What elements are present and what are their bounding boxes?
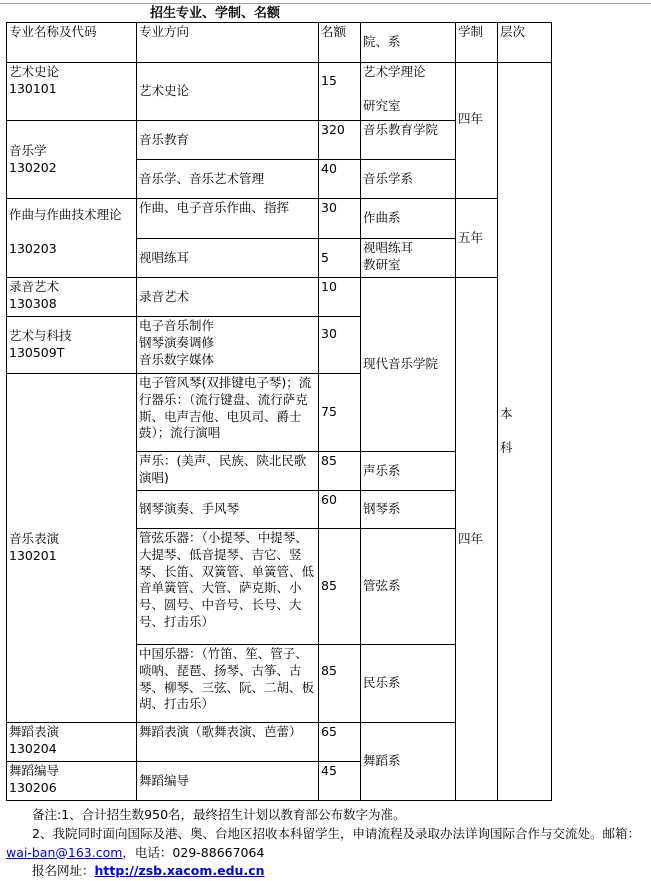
dept-cell: 作曲系 xyxy=(361,199,456,239)
direction-cell: 音乐教育 xyxy=(137,121,319,160)
direction-cell: 电子音乐制作 钢琴演奏调修 音乐数字媒体 xyxy=(137,317,319,374)
table-row xyxy=(7,63,552,121)
direction-cell: 舞蹈表演（歌舞表演、芭蕾） xyxy=(137,723,319,762)
quota-cell: 30 xyxy=(319,199,361,239)
note-website xyxy=(0,862,651,881)
level-cell: 本 科 xyxy=(498,63,552,801)
dept-cell: 音乐学系 xyxy=(361,160,456,199)
email-link[interactable]: wai-ban@163.com xyxy=(6,844,123,860)
dept-cell: 钢琴系 xyxy=(361,491,456,529)
duration-cell: 四年 xyxy=(456,63,498,199)
duration-cell: 四年 xyxy=(456,278,498,801)
quota-cell: 85 xyxy=(319,452,361,491)
quota-cell: 65 xyxy=(319,723,361,762)
header-level: 层次 xyxy=(498,23,552,63)
dept-cell: 视唱练耳 教研室 xyxy=(361,239,456,278)
quota-cell: 45 xyxy=(319,762,361,801)
quota-cell: 15 xyxy=(319,63,361,121)
quota-cell: 10 xyxy=(319,278,361,317)
direction-cell: 视唱练耳 xyxy=(137,239,319,278)
quota-cell: 75 xyxy=(319,374,361,452)
direction-cell: 电子管风琴(双排键电子琴)；流行器乐：（流行键盘、流行萨克斯、电声吉他、电贝司、爵士鼓）；流行演唱 xyxy=(137,374,319,452)
header-quota: 名额 xyxy=(319,23,361,63)
major-cell: 舞蹈编导 130206 xyxy=(7,762,137,801)
major-cell: 艺术史论 130101 xyxy=(7,63,137,121)
direction-cell: 钢琴演奏、手风琴 xyxy=(137,491,319,529)
note-total: 备注:1、合计招生数950名，最终招生计划以教育部公布数字为准。 xyxy=(32,807,406,822)
duration-cell: 五年 xyxy=(456,199,498,278)
site-label: 报名网址： xyxy=(32,863,95,879)
direction-cell: 作曲、电子音乐作曲、指挥 xyxy=(137,199,319,239)
dept-cell: 舞蹈系 xyxy=(361,723,456,801)
quota-cell: 85 xyxy=(319,529,361,645)
note-international: 2、我院同时面向国际及港、奥、台地区招收本科留学生，申请流程及录取办法详询国际合作与交流处。邮箱： xyxy=(32,825,640,841)
table-row xyxy=(7,278,552,317)
major-cell: 录音艺术 130308 xyxy=(7,278,137,317)
major-cell: 作曲与作曲技术理论 130203 xyxy=(7,199,137,278)
direction-cell: 中国乐器：（竹笛、笙、管子、唢呐、琵琶、扬琴、古筝、古琴、柳琴、三弦、阮、二胡、板胡、打击乐） xyxy=(137,645,319,723)
registration-url-link[interactable]: http://zsb.xacom.edu.cn xyxy=(94,863,265,879)
major-cell: 舞蹈表演 130204 xyxy=(7,723,137,762)
quota-cell: 30 xyxy=(319,317,361,374)
header-major: 专业名称及代码 xyxy=(7,23,137,63)
header-direction: 专业方向 xyxy=(137,23,319,63)
notes-section xyxy=(0,806,651,881)
major-cell: 音乐学 130202 xyxy=(7,121,137,199)
direction-cell: 舞蹈编导 xyxy=(137,762,319,801)
page-title: 招生专业、学制、名额 xyxy=(150,6,281,21)
quota-cell: 60 xyxy=(319,491,361,529)
direction-cell: 声乐：(美声、民族、陕北民歌演唱) xyxy=(137,452,319,491)
top-divider xyxy=(0,3,651,4)
header-duration: 学制 xyxy=(456,23,498,63)
note-contact xyxy=(0,844,651,863)
direction-cell: 管弦乐器：（小提琴、中提琴、大提琴、低音提琴、吉它、竖琴、长笛、双簧管、单簧管、低音单簧管、大管、萨克斯、小号、圆号、中音号、长号、大号、打击乐） xyxy=(137,529,319,645)
quota-cell: 85 xyxy=(319,645,361,723)
table-row xyxy=(7,199,552,239)
dept-cell: 艺术学理论 研究室 xyxy=(361,63,456,121)
major-cell: 艺术与科技 130509T xyxy=(7,317,137,374)
admissions-table xyxy=(6,22,552,801)
phone-text: ，电话：029-88667064 xyxy=(122,844,265,860)
major-cell: 音乐表演 130201 xyxy=(7,374,137,723)
quota-cell: 40 xyxy=(319,160,361,199)
dept-cell: 声乐系 xyxy=(361,452,456,491)
table-header-row xyxy=(7,23,552,63)
direction-cell: 录音艺术 xyxy=(137,278,319,317)
dept-cell: 现代音乐学院 xyxy=(361,278,456,452)
dept-cell: 音乐教育学院 xyxy=(361,121,456,160)
direction-cell: 音乐学、音乐艺术管理 xyxy=(137,160,319,199)
quota-cell: 5 xyxy=(319,239,361,278)
direction-cell: 艺术史论 xyxy=(137,63,319,121)
dept-cell: 管弦系 xyxy=(361,529,456,645)
dept-cell: 民乐系 xyxy=(361,645,456,723)
quota-cell: 320 xyxy=(319,121,361,160)
header-dept: 院、系 xyxy=(361,23,456,63)
